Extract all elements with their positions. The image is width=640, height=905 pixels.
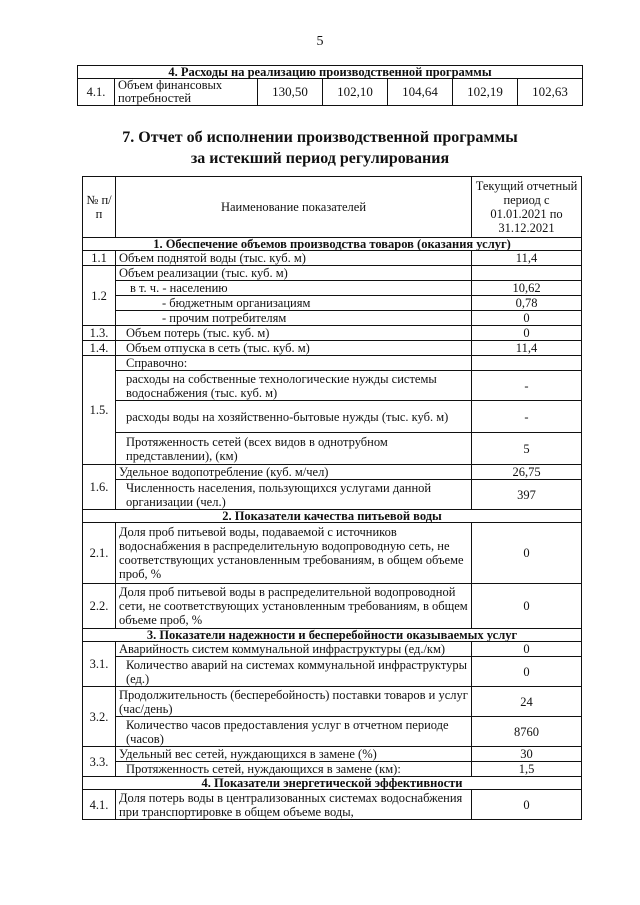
row-label: Объем отпуска в сеть (тыс. куб. м) xyxy=(116,341,472,356)
row-label: Количество аварий на системах коммунальной инфраструктуры (ед.) xyxy=(116,657,472,687)
row-value: 24 xyxy=(472,687,582,717)
header-row xyxy=(83,177,582,238)
table-row xyxy=(83,326,582,341)
report-title-line-1: 7. Отчет об исполнении производственной программы xyxy=(122,129,518,146)
row-label: Объем реализации (тыс. куб. м) xyxy=(116,266,472,281)
row-value: 0 xyxy=(472,523,582,584)
row-value: 0 xyxy=(472,584,582,629)
row-label: Протяженность сетей, нуждающихся в замене (км): xyxy=(116,762,472,777)
row-number: 3.2. xyxy=(83,687,116,747)
section-heading: 4. Расходы на реализацию производственной программы xyxy=(78,66,583,79)
section-heading: 1. Обеспечение объемов производства товаров (оказания услуг) xyxy=(83,238,582,251)
value-cell: 130,50 xyxy=(258,79,323,106)
expenses-table xyxy=(77,65,583,106)
row-value: 0 xyxy=(472,790,582,820)
row-value xyxy=(472,356,582,371)
row-label: Удельное водопотребление (куб. м/чел) xyxy=(116,465,472,480)
row-value: 0 xyxy=(472,657,582,687)
row-number: 2.1. xyxy=(83,523,116,584)
row-value: 11,4 xyxy=(472,251,582,266)
row-label: расходы воды на хозяйственно-бытовые нужды (тыс. куб. м) xyxy=(116,401,472,433)
table-row xyxy=(83,790,582,820)
table-row xyxy=(83,480,582,510)
table-row xyxy=(83,747,582,762)
row-number: 1.3. xyxy=(83,326,116,341)
row-label: Доля проб питьевой воды в распределительной водопроводной сети, не соответствующих установленным требованиям, в общем объеме проб, % xyxy=(116,584,472,629)
row-number: 1.1 xyxy=(83,251,116,266)
value-cell: 102,19 xyxy=(453,79,518,106)
row-value: 0 xyxy=(472,642,582,657)
row-number: 3.1. xyxy=(83,642,116,687)
value-cell: 102,63 xyxy=(518,79,583,106)
table-row xyxy=(83,642,582,657)
row-label: расходы на собственные технологические нужды системы водоснабжения (тыс. куб. м) xyxy=(116,371,472,401)
report-title-line-2: за истекший период регулирования xyxy=(190,150,450,167)
report-table xyxy=(82,176,582,820)
table-row xyxy=(83,296,582,311)
table-row xyxy=(78,66,583,79)
table-row xyxy=(83,401,582,433)
row-label: Аварийность систем коммунальной инфраструктуры (ед./км) xyxy=(116,642,472,657)
row-value: 0 xyxy=(472,311,582,326)
row-value: 397 xyxy=(472,480,582,510)
row-label: Объем потерь (тыс. куб. м) xyxy=(116,326,472,341)
row-number: 2.2. xyxy=(83,584,116,629)
table-row xyxy=(83,523,582,584)
table-row xyxy=(83,465,582,480)
row-label: Объем поднятой воды (тыс. куб. м) xyxy=(116,251,472,266)
row-number: 3.3. xyxy=(83,747,116,777)
table-row xyxy=(83,341,582,356)
section-heading: 4. Показатели энергетической эффективности xyxy=(83,777,582,790)
row-label: Удельный вес сетей, нуждающихся в замене (%) xyxy=(116,747,472,762)
row-value: 26,75 xyxy=(472,465,582,480)
section-row xyxy=(83,510,582,523)
row-number: 1.6. xyxy=(83,465,116,510)
row-value: 10,62 xyxy=(472,281,582,296)
row-number: 4.1. xyxy=(83,790,116,820)
row-value: 1,5 xyxy=(472,762,582,777)
row-label: в т. ч. - населению xyxy=(116,281,472,296)
table-row xyxy=(83,311,582,326)
row-value: - xyxy=(472,401,582,433)
row-value: 11,4 xyxy=(472,341,582,356)
row-number: 4.1. xyxy=(78,79,115,106)
row-label: Численность населения, пользующихся услугами данной организации (чел.) xyxy=(116,480,472,510)
row-label: Протяженность сетей (всех видов в однотрубном представлении), (км) xyxy=(116,433,472,465)
table-row xyxy=(83,687,582,717)
row-label: - прочим потребителям xyxy=(116,311,472,326)
table-row xyxy=(83,356,582,371)
row-value: 8760 xyxy=(472,717,582,747)
table-row xyxy=(83,281,582,296)
value-cell: 104,64 xyxy=(388,79,453,106)
row-value: - xyxy=(472,371,582,401)
row-value xyxy=(472,266,582,281)
table-row xyxy=(83,584,582,629)
page-number: 5 xyxy=(316,34,324,49)
row-number: 1.2 xyxy=(83,266,116,326)
header-period: Текущий отчетный период с 01.01.2021 по 31.12.2021 xyxy=(472,177,582,238)
row-number: 1.4. xyxy=(83,341,116,356)
row-value: 0,78 xyxy=(472,296,582,311)
row-label: - бюджетным организациям xyxy=(116,296,472,311)
table-row xyxy=(83,762,582,777)
table-row xyxy=(83,266,582,281)
table-row xyxy=(78,79,583,106)
row-value: 5 xyxy=(472,433,582,465)
row-number: 1.5. xyxy=(83,356,116,465)
row-label: Доля проб питьевой воды, подаваемой с источников водоснабжения в распределительную водопроводную сеть, не соответствующих установленным требованиям, в общем объеме проб, % xyxy=(116,523,472,584)
row-value: 0 xyxy=(472,326,582,341)
section-heading: 2. Показатели качества питьевой воды xyxy=(83,510,582,523)
table-row xyxy=(83,251,582,266)
report-title xyxy=(0,127,640,169)
row-label: Справочно: xyxy=(116,356,472,371)
table-row xyxy=(83,717,582,747)
header-number: № п/п xyxy=(83,177,116,238)
header-name: Наименование показателей xyxy=(116,177,472,238)
row-label: Продолжительность (бесперебойность) поставки товаров и услуг (час/день) xyxy=(116,687,472,717)
row-label: Объем финансовых потребностей xyxy=(115,79,258,106)
table-row xyxy=(83,371,582,401)
section-row xyxy=(83,629,582,642)
section-heading: 3. Показатели надежности и бесперебойности оказываемых услуг xyxy=(83,629,582,642)
section-row xyxy=(83,777,582,790)
table-row xyxy=(83,657,582,687)
row-label: Количество часов предоставления услуг в отчетном периоде (часов) xyxy=(116,717,472,747)
table-row xyxy=(83,433,582,465)
value-cell: 102,10 xyxy=(323,79,388,106)
row-label: Доля потерь воды в централизованных системах водоснабжения при транспортировке в общем объеме воды, xyxy=(116,790,472,820)
section-row xyxy=(83,238,582,251)
row-value: 30 xyxy=(472,747,582,762)
